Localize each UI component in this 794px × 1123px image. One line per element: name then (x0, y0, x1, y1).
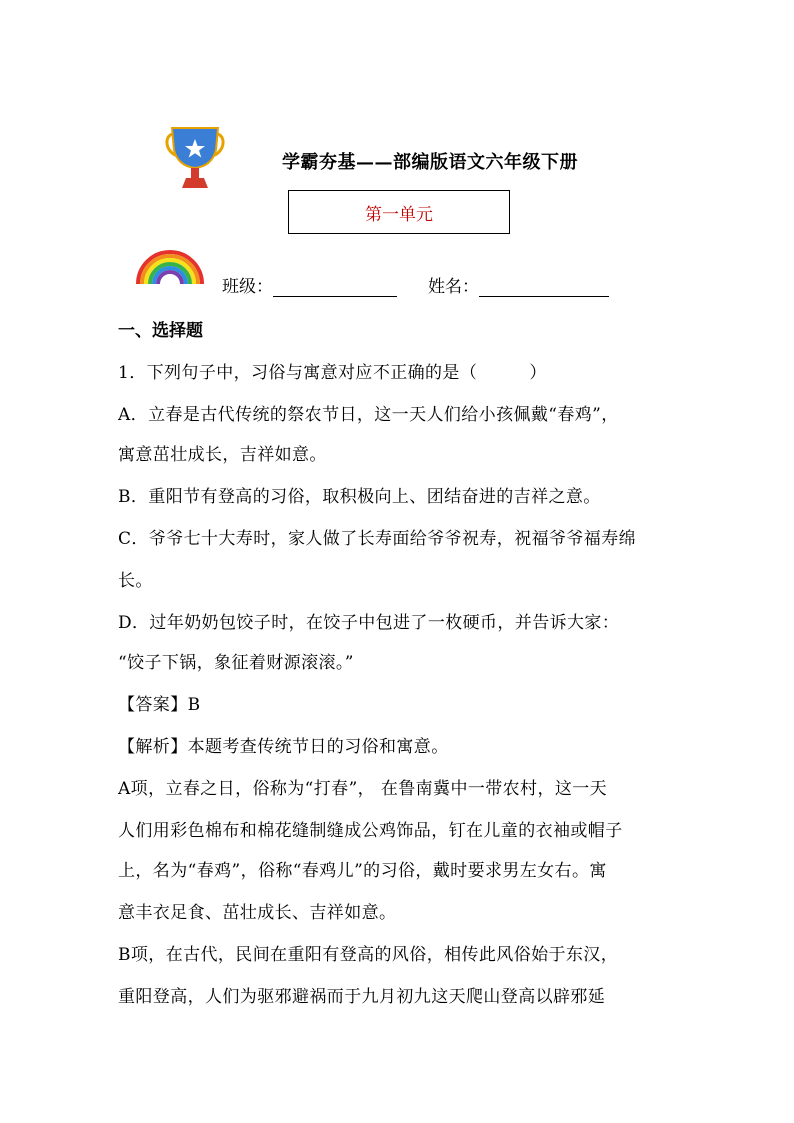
trophy-icon (162, 126, 228, 190)
question-stem: 1．下列句子中，习俗与寓意对应不正确的是（ ） (118, 363, 547, 383)
explanation-a-line-4: 意丰衣足食、茁壮成长、吉祥如意。 (118, 903, 397, 923)
option-c-line-2: 长。 (118, 571, 153, 591)
name-field (428, 272, 609, 297)
analysis-line: 【解析】本题考查传统节日的习俗和寓意。 (118, 737, 449, 757)
explanation-b-line-2: 重阳登高，人们为驱邪避祸而于九月初九这天爬山登高以辟邪延 (118, 987, 606, 1007)
explanation-b-line-1: B项，在古代，民间在重阳有登高的风俗，相传此风俗始于东汉， (118, 945, 619, 965)
name-label: 姓名： (428, 277, 479, 297)
explanation-a-line-3: 上，名为“春鸡”，俗称“春鸡儿”的习俗，戴时要求男左女右。寓 (118, 861, 607, 881)
option-c-line-1: C．爷爷七十大寿时，家人做了长寿面给爷爷祝寿，祝福爷爷福寿绵 (118, 529, 637, 549)
class-field (222, 272, 397, 297)
unit-box (288, 190, 510, 234)
class-label: 班级： (222, 277, 273, 297)
option-a-line-2: 寓意茁壮成长，吉祥如意。 (118, 445, 327, 465)
name-blank[interactable] (479, 278, 609, 297)
explanation-a-line-1: A项，立春之日，俗称为“打春”， 在鲁南冀中一带农村，这一天 (118, 779, 608, 799)
option-d-line-2: “饺子下锅，象征着财源滚滚。” (118, 653, 354, 673)
document-title: 学霸夯基——部编版语文六年级下册 (282, 152, 578, 173)
rainbow-icon (134, 246, 206, 286)
option-a-line-1: A．立春是古代传统的祭农节日，这一天人们给小孩佩戴“春鸡”， (118, 405, 619, 425)
option-d-line-1: D．过年奶奶包饺子时，在饺子中包进了一枚硬币，并告诉大家： (118, 613, 620, 633)
option-b: B．重阳节有登高的习俗，取积极向上、团结奋进的吉祥之意。 (118, 487, 601, 507)
class-blank[interactable] (273, 278, 397, 297)
explanation-a-line-2: 人们用彩色棉布和棉花缝制缝成公鸡饰品，钉在儿童的衣袖或帽子 (118, 821, 623, 841)
unit-label: 第一单元 (365, 204, 433, 225)
answer-line: 【答案】B (118, 695, 201, 715)
section-title: 一、选择题 (118, 321, 203, 341)
